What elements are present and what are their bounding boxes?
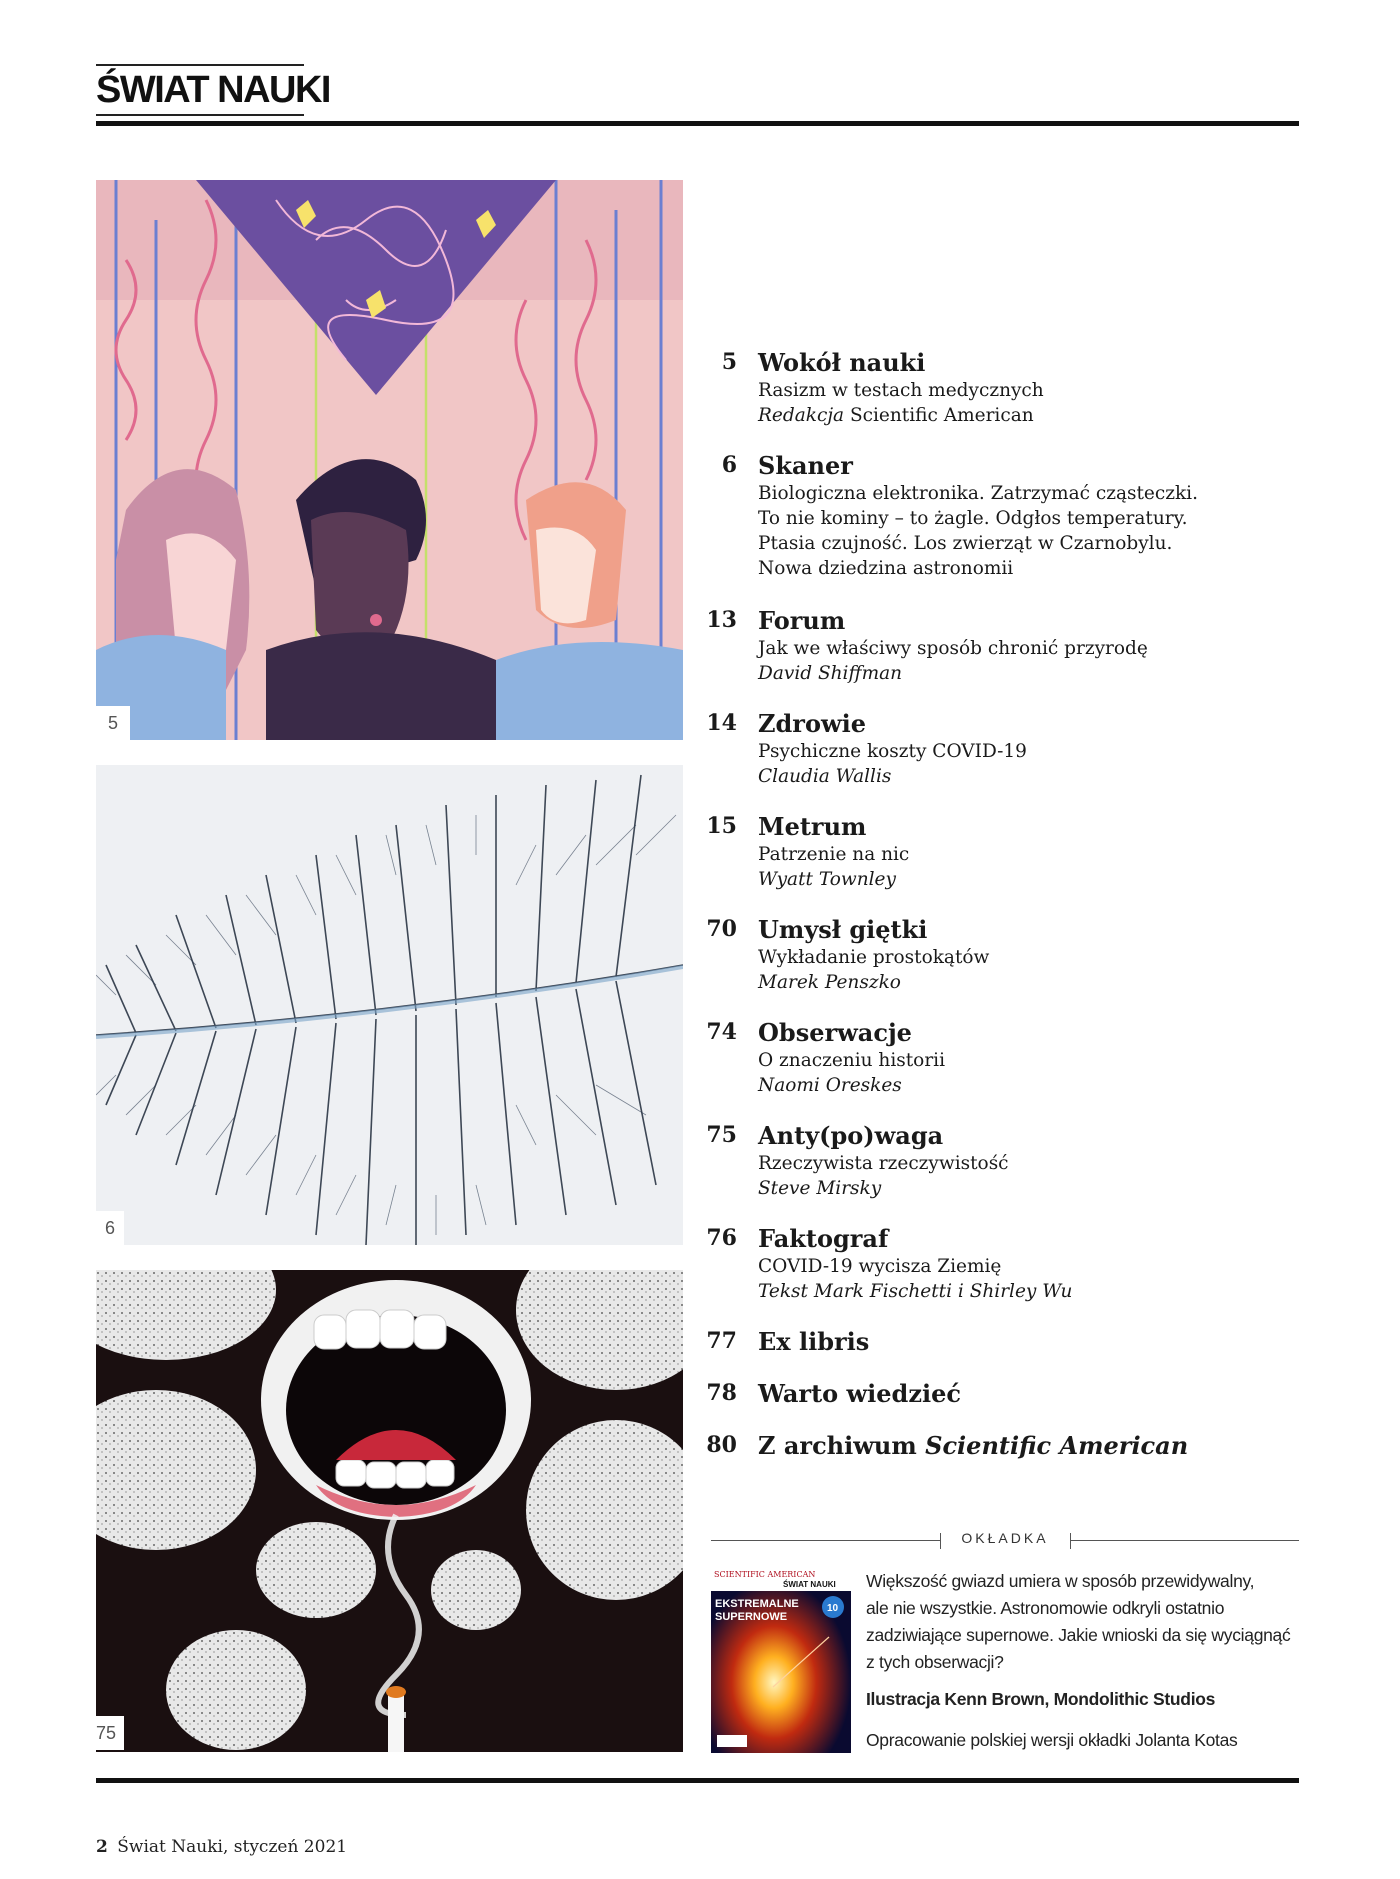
toc-title: Forum <box>758 606 846 635</box>
toc-page-number: 75 <box>706 1122 737 1148</box>
cover-brand-sn: ŚWIAT NAUKI <box>783 1580 836 1589</box>
toc-description: Jak we właściwy sposób chronić przyrodę <box>758 638 1148 659</box>
toc-author: David Shiffman <box>758 663 903 684</box>
toc-page-number: 70 <box>706 916 737 942</box>
toc-title: Metrum <box>758 812 867 841</box>
toc-page-number: 5 <box>721 349 737 375</box>
image-page-number: 5 <box>96 706 130 740</box>
toc-entry[interactable] <box>705 1379 1305 1431</box>
footer-page-number: 2 <box>96 1837 108 1857</box>
toc-author: Marek Penszko <box>758 972 901 993</box>
cover-text-line: ale nie wszystkie. Astronomowie odkryli ostatnio <box>866 1598 1225 1618</box>
toc-page-number: 80 <box>706 1432 737 1458</box>
illustration-patients-image <box>96 180 683 740</box>
cover-headline-line2: SUPERNOWE <box>715 1611 788 1623</box>
cover-illustration-credit: Ilustracja Kenn Brown, Mondolithic Studios <box>866 1689 1216 1709</box>
toc-author: Claudia Wallis <box>758 766 892 787</box>
toc-description: O znaczeniu historii <box>758 1050 945 1071</box>
top-divider <box>96 121 1299 126</box>
mouth-speech-bubbles-image <box>96 1270 683 1752</box>
toc-page-number: 76 <box>706 1225 737 1251</box>
masthead-rule-top <box>96 64 304 66</box>
toc-author: Redakcja Scientific American <box>758 405 1034 426</box>
cover-text-line: z tych obserwacji? <box>866 1652 1004 1672</box>
toc-entry[interactable] <box>705 915 1305 1018</box>
cover-badge: 10 <box>827 1603 839 1614</box>
toc-page-number: 74 <box>706 1019 737 1045</box>
toc-author: Naomi Oreskes <box>758 1075 902 1096</box>
toc-author: Wyatt Townley <box>758 869 896 890</box>
cover-description <box>866 1568 1306 1754</box>
toc-description: Nowa dziedzina astronomii <box>758 558 1014 579</box>
bottom-divider <box>96 1778 1299 1783</box>
page-footer <box>96 1837 347 1857</box>
toc-title: Wokół nauki <box>758 348 926 377</box>
toc-page-number: 77 <box>706 1328 737 1354</box>
toc-entry[interactable] <box>705 812 1305 915</box>
patients-illustration-graphic <box>96 180 683 740</box>
magazine-cover-thumbnail[interactable] <box>711 1567 851 1753</box>
cover-label-rule-right <box>1070 1540 1299 1541</box>
cover-headline-line1: EKSTREMALNE <box>715 1598 799 1610</box>
toc-title: Warto wiedzieć <box>758 1379 961 1408</box>
toc-title: Umysł giętki <box>758 915 928 944</box>
image-page-number: 6 <box>96 1211 124 1245</box>
toc-entry[interactable] <box>705 1224 1305 1327</box>
toc-description: Ptasia czujność. Los zwierząt w Czarnobylu. <box>758 533 1173 554</box>
toc-entry[interactable] <box>705 1121 1305 1224</box>
toc-description: To nie kominy – to żagle. Odgłos temperatury. <box>758 508 1188 529</box>
toc-page-number: 15 <box>706 813 737 839</box>
toc-description: Wykładanie prostokątów <box>758 947 990 968</box>
toc-description: COVID-19 wycisza Ziemię <box>758 1256 1002 1277</box>
cover-label-rule-left <box>711 1540 940 1541</box>
toc-entry[interactable] <box>705 1327 1305 1379</box>
footer-issue: Świat Nauki, styczeń 2021 <box>117 1837 348 1857</box>
cover-brand-sa: SCIENTIFIC AMERICAN <box>714 1570 816 1579</box>
toc-entry[interactable] <box>705 1018 1305 1121</box>
toc-page-number: 14 <box>706 710 737 736</box>
magazine-logo: ŚWIAT NAUKI <box>96 69 330 111</box>
toc-entry[interactable] <box>705 348 1305 451</box>
toc-title: Obserwacje <box>758 1018 912 1047</box>
toc-page-number: 78 <box>706 1380 737 1406</box>
toc-entry[interactable] <box>705 709 1305 812</box>
table-of-contents <box>705 348 1305 1471</box>
toc-title: Zdrowie <box>758 709 866 738</box>
toc-entry[interactable] <box>705 451 1305 606</box>
image-page-number: 75 <box>96 1716 124 1750</box>
toc-description: Rasizm w testach medycznych <box>758 380 1044 401</box>
branching-pattern-image <box>96 765 683 1245</box>
masthead-rule-bottom <box>96 114 304 116</box>
toc-author: Tekst Mark Fischetti i Shirley Wu <box>758 1281 1073 1302</box>
cover-text-line: Większość gwiazd umiera w sposób przewidywalny, <box>866 1571 1255 1591</box>
toc-description: Biologiczna elektronika. Zatrzymać cząsteczki. <box>758 483 1198 504</box>
masthead <box>96 64 330 116</box>
toc-description: Patrzenie na nic <box>758 844 910 865</box>
cover-graphic <box>711 1567 851 1753</box>
toc-title: Skaner <box>758 451 853 480</box>
cover-label-tick-right <box>1070 1533 1071 1549</box>
toc-description: Psychiczne koszty COVID-19 <box>758 741 1027 762</box>
branching-pattern-graphic <box>96 765 683 1245</box>
cover-text-line: zadziwiające supernowe. Jakie wnioski da się wyciągnąć <box>866 1625 1291 1645</box>
toc-entry[interactable] <box>705 606 1305 709</box>
cover-adaptation-credit: Opracowanie polskiej wersji okładki Jolanta Kotas <box>866 1730 1238 1750</box>
mouth-illustration-graphic <box>96 1270 683 1752</box>
toc-title: Anty(po)waga <box>758 1121 944 1150</box>
toc-page-number: 13 <box>706 607 737 633</box>
toc-author: Steve Mirsky <box>758 1178 882 1199</box>
toc-description: Rzeczywista rzeczywistość <box>758 1153 1009 1174</box>
cover-section-label: OKŁADKA <box>961 1530 1049 1546</box>
toc-page-number: 6 <box>721 452 737 478</box>
toc-title: Ex libris <box>758 1327 870 1356</box>
toc-title: Faktograf <box>758 1224 889 1253</box>
toc-entry[interactable] <box>705 1431 1305 1471</box>
toc-title: Z archiwum Scientific American <box>758 1431 1189 1460</box>
